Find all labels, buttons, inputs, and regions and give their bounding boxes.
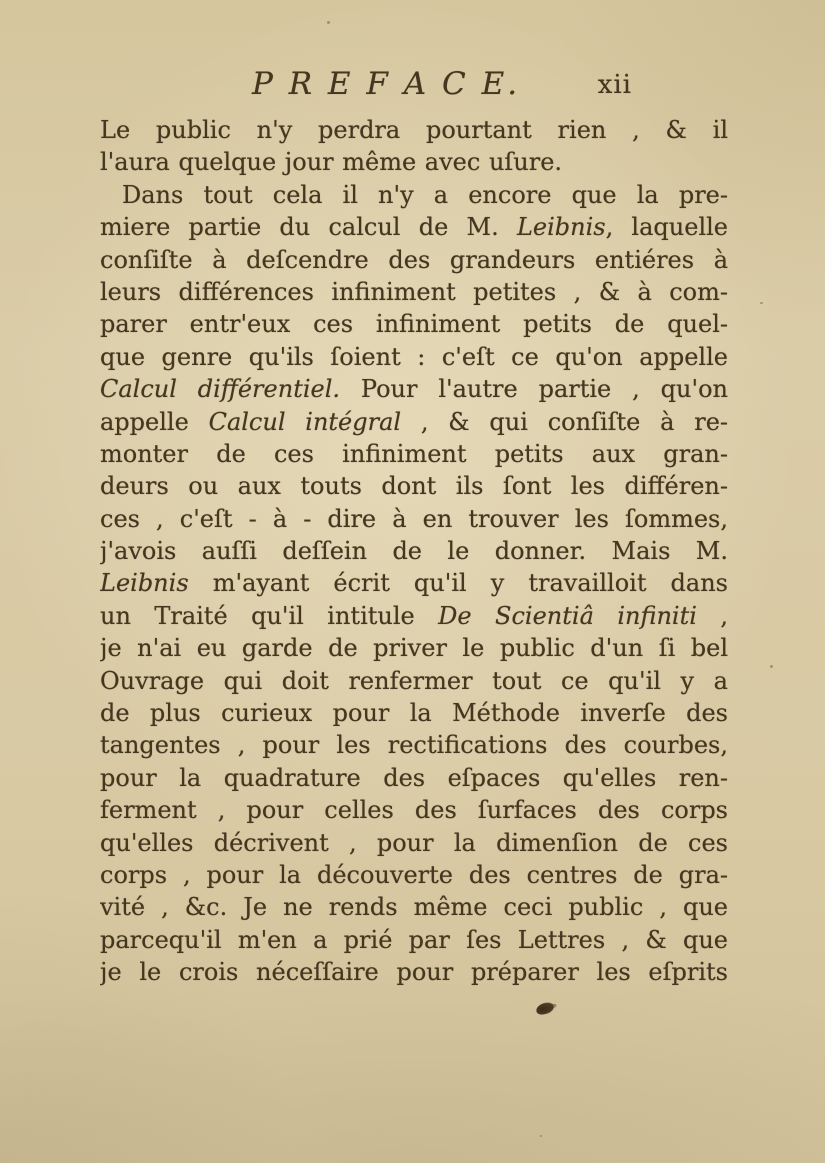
text-segment: Dans tout cela il n'y a encore que la pre- bbox=[122, 180, 728, 209]
text-segment: tangentes , pour les rectifications des courbes, bbox=[100, 731, 728, 760]
paper-speck bbox=[760, 302, 763, 304]
text-segment: parer entr'eux ces infiniment petits de quel- bbox=[100, 310, 728, 339]
page-number: xii bbox=[597, 70, 632, 100]
text-line bbox=[100, 146, 728, 178]
text-line bbox=[100, 276, 728, 308]
text-segment: vité , &c. Je ne rends même ceci public , que bbox=[100, 893, 728, 922]
text-line bbox=[100, 665, 728, 697]
text-line bbox=[100, 470, 728, 502]
text-segment: l'aura quelque jour même avec uſure. bbox=[100, 148, 563, 177]
text-line bbox=[100, 600, 728, 632]
text-segment: qu'elles décrivent , pour la dimenſion de ces bbox=[100, 828, 728, 857]
text-line bbox=[100, 179, 728, 211]
text-segment: parcequ'il m'en a prié par ſes Lettres , & que bbox=[100, 925, 728, 954]
text-line bbox=[100, 924, 728, 956]
text-line bbox=[100, 827, 728, 859]
text-segment: j'avois auſſi deſſein de le donner. Mais M. bbox=[100, 537, 728, 566]
text-segment: , & qui conſiſte à re- bbox=[401, 407, 728, 436]
text-line bbox=[100, 438, 728, 470]
text-line bbox=[100, 729, 728, 761]
text-segment: Le public n'y perdra pourtant rien , & il bbox=[100, 116, 728, 144]
text-segment: leurs différences infiniment petites , & à com- bbox=[100, 277, 728, 306]
text-segment: je n'ai eu garde de priver le public d'un ſi bel bbox=[100, 634, 728, 663]
preface-title: P R E F A C E. bbox=[252, 66, 521, 102]
text-line bbox=[100, 341, 728, 373]
italic-text: Leibnis bbox=[516, 213, 606, 242]
text-segment: , laquelle bbox=[605, 213, 728, 242]
ink-blot bbox=[535, 1001, 555, 1016]
text-line bbox=[100, 535, 728, 567]
text-segment: m'ayant écrit qu'il y travailloit dans bbox=[188, 569, 728, 598]
text-line bbox=[100, 794, 728, 826]
paper-speck bbox=[770, 665, 773, 668]
text-line bbox=[100, 697, 728, 729]
text-line bbox=[100, 859, 728, 891]
text-segment: corps , pour la découverte des centres de gra- bbox=[100, 860, 728, 889]
text-line bbox=[100, 762, 728, 794]
text-segment: que genre qu'ils ſoient : c'eſt ce qu'on appelle bbox=[100, 342, 728, 371]
text-segment: ces , c'eſt - à - dire à en trouver les ſommes, bbox=[100, 504, 728, 533]
text-segment: , bbox=[696, 601, 728, 630]
text-line bbox=[100, 211, 728, 243]
text-segment: pour la quadrature des eſpaces qu'elles ren- bbox=[100, 763, 728, 792]
text-line bbox=[100, 891, 728, 923]
text-segment: je le crois néceſſaire pour préparer les eſprits bbox=[100, 958, 728, 987]
text-line bbox=[100, 632, 728, 664]
text-line bbox=[100, 308, 728, 340]
text-segment: monter de ces infiniment petits aux gran- bbox=[100, 439, 728, 468]
italic-text: Calcul intégral bbox=[208, 407, 402, 436]
text-segment: Pour l'autre partie , qu'on bbox=[340, 375, 728, 404]
text-segment: appelle bbox=[100, 407, 209, 436]
text-line bbox=[100, 373, 728, 405]
page-header bbox=[100, 0, 728, 110]
text-line bbox=[100, 244, 728, 276]
text-line bbox=[100, 567, 728, 599]
italic-text: Leibnis bbox=[100, 569, 189, 598]
text-segment: deurs ou aux touts dont ils ſont les différen- bbox=[100, 472, 728, 501]
text-line bbox=[100, 503, 728, 535]
text-line bbox=[100, 956, 728, 988]
italic-text: Calcul différentiel. bbox=[100, 375, 341, 404]
text-segment: Ouvrage qui doit renfermer tout ce qu'il y a bbox=[100, 666, 728, 695]
body-text bbox=[100, 110, 728, 989]
paper-speck bbox=[327, 21, 330, 24]
text-line bbox=[100, 114, 728, 146]
text-segment: conſiſte à deſcendre des grandeurs entiéres à bbox=[100, 245, 728, 274]
text-segment: un Traité qu'il intitule bbox=[100, 601, 439, 630]
paper-speck bbox=[540, 1135, 542, 1137]
text-segment: miere partie du calcul de M. bbox=[100, 213, 517, 242]
text-segment: ferment , pour celles des ſurfaces des corps bbox=[100, 796, 728, 825]
text-line bbox=[100, 406, 728, 438]
text-segment: de plus curieux pour la Méthode inverſe des bbox=[100, 699, 728, 728]
italic-text: De Scientiâ infiniti bbox=[438, 601, 697, 630]
